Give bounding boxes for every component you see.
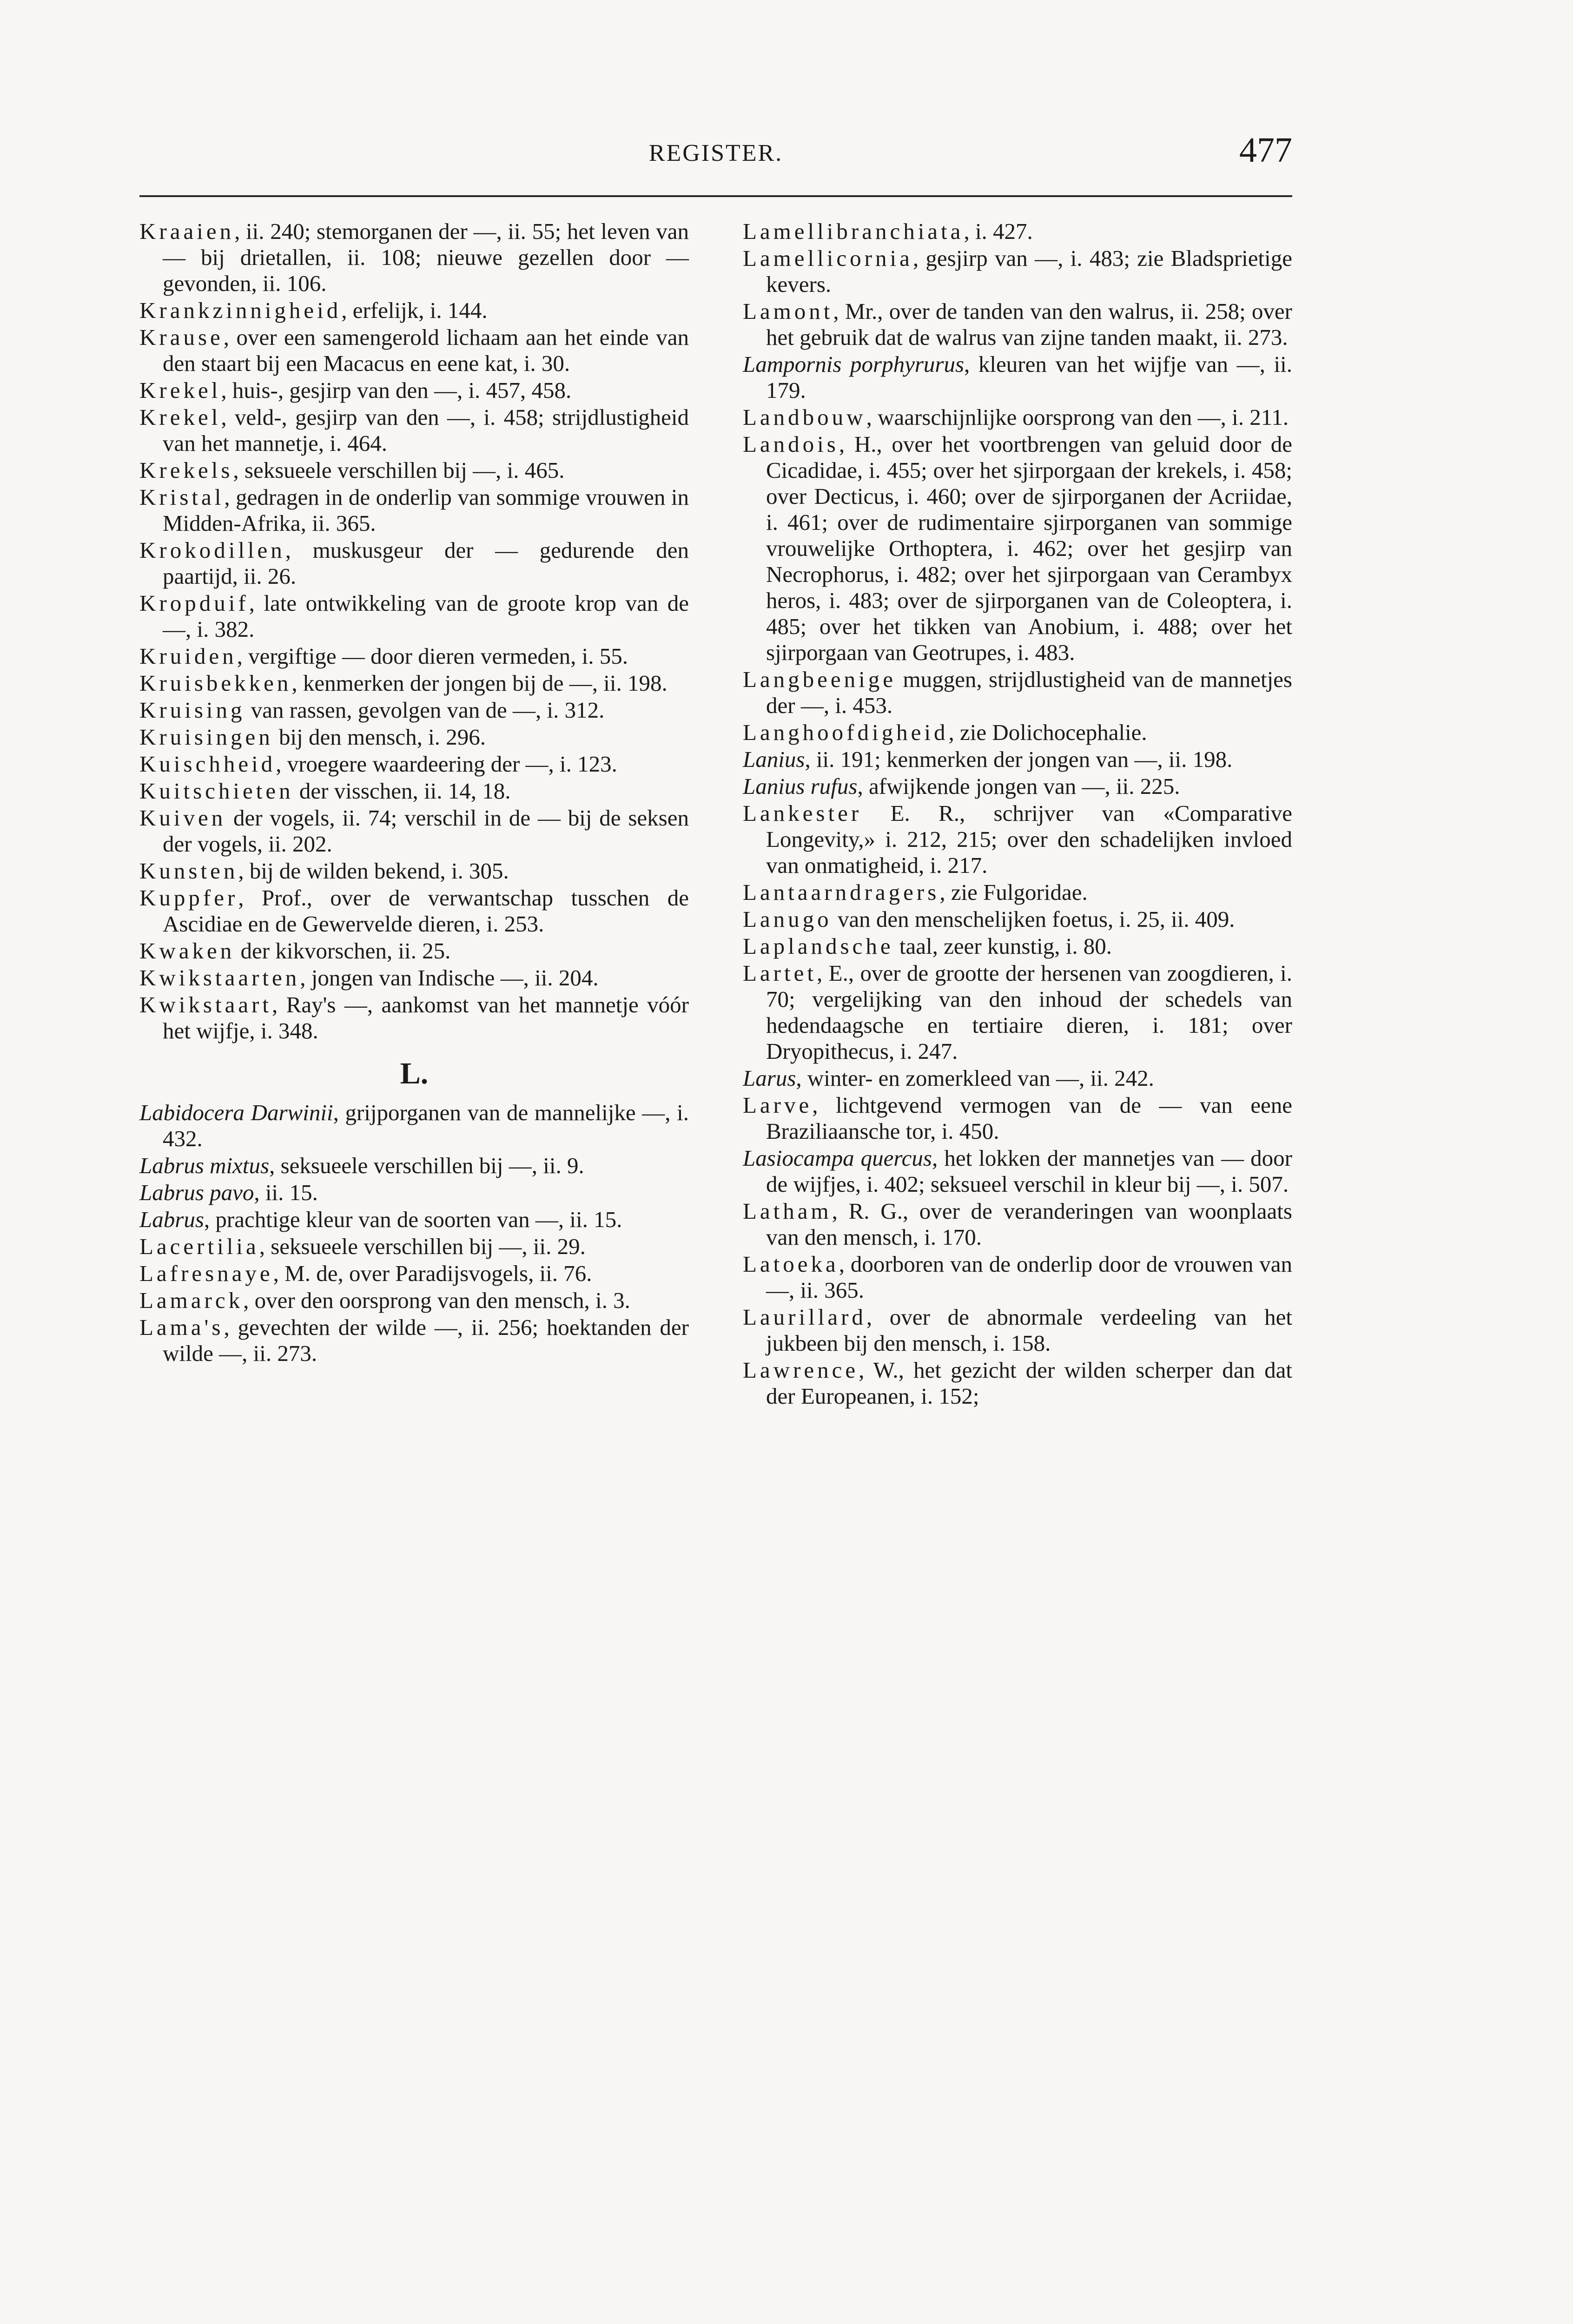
index-entry [139,724,689,750]
entry-headword: Lamarck [139,1287,244,1313]
entry-text: , late ontwikkeling van de groote krop van de —, i. 382. [163,590,689,642]
entry-headword: Kruising [139,697,245,723]
entry-headword: Labidocera Darwinii [139,1100,333,1125]
entry-text: der visschen, ii. 14, 18. [293,778,511,804]
entry-headword: Lantaarndragers [743,879,940,905]
index-entry [139,537,689,589]
index-entry [139,1180,689,1206]
entry-headword: Lankester [743,800,862,826]
right-column [743,218,1292,1410]
index-entry [139,324,689,376]
index-entry [139,992,689,1044]
entry-text: , erfelijk, i. 144. [341,297,488,323]
left-entries-list [139,218,689,1044]
entry-headword: Krekel [139,404,221,430]
entry-text: , vergiftige — door dieren vermeden, i. 55. [237,643,628,669]
entry-text: taal, zeer kunstig, i. 80. [893,933,1112,959]
entry-headword: Labrus [139,1207,204,1232]
index-entry [139,457,689,483]
entry-text: , seksueele verschillen bij —, ii. 29. [259,1234,586,1259]
entry-headword: Kuppfer [139,885,238,911]
entry-headword: Laurillard [743,1304,866,1330]
entry-headword: Langbeenige [743,667,897,692]
entry-headword: Lanius rufus [743,773,858,799]
index-entry [139,858,689,884]
entry-headword: Lasiocampa quercus [743,1145,932,1171]
index-entry [743,298,1292,350]
index-entry [139,1207,689,1233]
entry-headword: Kwaken [139,938,235,964]
entry-text: , zie Fulgoridae. [939,879,1088,905]
entry-text: , muskusgeur der — gedurende den paartijd, ii. 26. [163,537,689,589]
index-entry [743,1251,1292,1303]
index-entry [139,1287,689,1314]
index-entry [743,351,1292,403]
entry-headword: Lawrence [743,1357,859,1383]
entry-text: , gesjirp van —, i. 483; zie Bladsprietige kevers. [766,245,1292,297]
entry-headword: Landbouw [743,404,866,430]
index-entry [743,1092,1292,1144]
index-entry [743,245,1292,297]
entry-text: der vogels, ii. 74; verschil in de — bij de seksen der vogels, ii. 202. [163,805,689,857]
index-entry [743,667,1292,719]
index-entry [743,404,1292,430]
left-column [139,218,689,1367]
index-entry [139,805,689,857]
index-entry [139,218,689,297]
entry-headword: Lamont [743,298,833,324]
entry-headword: Labrus mixtus [139,1153,270,1178]
entry-headword: Krause [139,324,224,350]
index-entry [743,1198,1292,1250]
entry-text: , E., over de grootte der hersenen van zoogdieren, i. 70; vergelijking van den inhoud der schedels van hedendaagsche en tertiaire dieren, i. 181; over Dryopithecus, i. 247. [766,960,1292,1064]
entry-headword: Latham [743,1198,832,1224]
entry-text: , over den oorsprong van den mensch, i. 3. [243,1287,630,1313]
entry-text: , bij de wilden bekend, i. 305. [238,858,509,884]
index-entry [139,590,689,642]
entry-text: , prachtige kleur van de soorten van —, ii. 15. [204,1207,622,1232]
entry-text: , i. 427. [964,218,1033,244]
entry-headword: Langhoofdigheid [743,720,949,745]
entry-text: , ii. 15. [254,1180,318,1205]
index-entry [139,697,689,723]
entry-headword: Kristal [139,484,225,510]
entry-text: , het lokken der mannetjes van — door de wijfjes, i. 402; seksueel verschil in kleur bij —, i. 507. [766,1145,1293,1197]
entry-text: , afwijkende jongen van —, ii. 225. [857,773,1180,799]
entry-headword: Larus [743,1065,796,1091]
entry-text: , seksueele verschillen bij —, ii. 9. [269,1153,584,1178]
page-header [139,130,1292,181]
entry-headword: Lartet [743,960,817,986]
entry-text: , ii. 240; stemorganen der —, ii. 55; het leven van — bij drietallen, ii. 108; nieuwe gezellen door — gevonden, ii. 106. [163,218,689,296]
entry-headword: Lafresnaye [139,1261,273,1286]
left-entries-l-list [139,1100,689,1367]
index-entry [743,218,1292,244]
index-entry [743,1145,1292,1197]
index-entry [139,670,689,696]
entry-text: van rassen, gevolgen van de —, i. 312. [245,697,605,723]
entry-text: , ii. 191; kenmerken der jongen van —, ii. 198. [805,746,1233,772]
index-entry [743,800,1292,878]
entry-headword: Krekels [139,457,233,483]
index-entry [743,906,1292,932]
entry-headword: Kwikstaart [139,992,272,1017]
entry-text: , huis-, gesjirp van den —, i. 457, 458. [221,377,572,403]
entry-headword: Lama's [139,1314,224,1340]
entry-text: , gevechten der wilde —, ii. 256; hoektanden der wilde —, ii. 273. [163,1314,689,1366]
entry-text: , veld-, gesjirp van den —, i. 458; strijdlustigheid van het mannetje, i. 464. [163,404,689,456]
index-entry [139,1153,689,1179]
entry-headword: Kropduif [139,590,249,616]
entry-text: , zie Dolichocephalie. [948,720,1147,745]
index-entry [139,297,689,324]
entry-headword: Kruisingen [139,724,273,750]
running-head: REGISTER. [648,140,783,166]
entry-text: , kleuren van het wijfje van —, ii. 179. [766,351,1292,403]
entry-text: E. R., schrijver van «Comparative Longevity,» i. 212, 215; over den schadelijken invloed van onmatigheid, i. 217. [766,800,1292,878]
entry-text: van den menschelijken foetus, i. 25, ii. 409. [832,906,1235,932]
index-entry [139,938,689,964]
entry-headword: Krankzinnigheid [139,297,342,323]
entry-text: , over de abnormale verdeeling van het jukbeen bij den mensch, i. 158. [766,1304,1292,1356]
entry-headword: Kruiden [139,643,237,669]
index-entry [139,1100,689,1152]
entry-text: , winter- en zomerkleed van —, ii. 242. [796,1065,1154,1091]
entry-headword: Krokodillen [139,537,285,563]
entry-headword: Kuiven [139,805,226,831]
entry-text: , gedragen in de onderlip van sommige vrouwen in Midden-Afrika, ii. 365. [163,484,689,536]
entry-text: , H., over het voortbrengen van geluid door de Cicadidae, i. 455; over het sjirporgaan der krekels, i. 458; over Decticus, i. 460; over de sjirporganen der Acriidae, i. 461; over de rudimentaire sjirporganen van sommige vrouwelijke Orthoptera, i. 462; over het gesjirp van Necrophorus, i. 482; over het sjirporgaan van Cerambyx heros, i. 483; over de sjirporganen van de Coleoptera, i. 485; over het tikken van Anobium, i. 488; over het sjirporgaan van Geotrupes, i. 483. [766,431,1292,665]
entry-text: , waarschijnlijke oorsprong van den —, i. 211. [866,404,1289,430]
entry-headword: Latoeka [743,1251,839,1277]
entry-text: , W., het gezicht der wilden scherper dan dat der Europeanen, i. 152; [766,1357,1292,1409]
entry-text: , Ray's —, aankomst van het mannetje vóór het wijfje, i. 348. [163,992,689,1043]
entry-text: , Mr., over de tanden van den walrus, ii. 258; over het gebruik dat de walrus van zijne tanden maakt, ii. 273. [766,298,1292,350]
index-entry [743,720,1292,746]
entry-headword: Kunsten [139,858,238,884]
entry-text: , jongen van Indische —, ii. 204. [300,965,599,990]
entry-headword: Krekel [139,377,221,403]
entry-headword: Labrus pavo [139,1180,254,1205]
index-entry [743,933,1292,959]
entry-headword: Lanius [743,746,805,772]
index-entry [139,751,689,777]
entry-headword: Lamellicornia [743,245,913,271]
entry-headword: Lamellibranchiata [743,218,964,244]
index-entry [743,746,1292,772]
entry-text: muggen, strijdlustigheid van de mannetjes der —, i. 453. [766,667,1292,718]
section-letter: L. [400,1056,429,1090]
index-entry [139,1261,689,1287]
entry-text: , kenmerken der jongen bij de —, ii. 198. [291,670,668,696]
entry-text: , seksueele verschillen bij —, i. 465. [233,457,565,483]
page-number: 477 [1239,131,1292,170]
entry-text: bij den mensch, i. 296. [273,724,486,750]
entry-text: der kikvorschen, ii. 25. [235,938,451,964]
right-entries-list [743,218,1292,1409]
entry-headword: Laplandsche [743,933,894,959]
entry-text: , Prof., over de verwantschap tusschen de Ascidiae en de Gewervelde dieren, i. 253. [163,885,689,937]
index-entry [139,643,689,669]
entry-text: , R. G., over de veranderingen van woonplaats van den mensch, i. 170. [766,1198,1292,1250]
index-entry [743,1065,1292,1091]
index-entry [139,965,689,991]
entry-headword: Kuitschieten [139,778,294,804]
entry-headword: Kraaien [139,218,235,244]
index-entry [139,885,689,937]
index-entry [139,404,689,456]
entry-text: , over een samengerold lichaam aan het einde van den staart bij een Macacus en eene kat, i. 30. [163,324,689,376]
entry-headword: Kwikstaarten [139,965,300,990]
entry-text: , grijporganen van de mannelijke —, i. 432. [163,1100,689,1151]
index-entry [743,1304,1292,1356]
index-entry [743,960,1292,1064]
index-entry [139,377,689,403]
entry-text: , M. de, over Paradijsvogels, ii. 76. [273,1261,592,1286]
index-entry [139,1234,689,1260]
index-entry [743,879,1292,905]
header-rule [139,195,1292,197]
index-entry [743,1357,1292,1409]
entry-text: , doorboren van de onderlip door de vrouwen van —, ii. 365. [766,1251,1292,1303]
index-entry [743,431,1292,666]
entry-headword: Kuischheid [139,751,276,777]
entry-text: , lichtgevend vermogen van de — van eene Braziliaansche tor, i. 450. [766,1092,1292,1144]
entry-headword: Lanugo [743,906,832,932]
index-entry [139,778,689,804]
entry-headword: Kruisbekken [139,670,292,696]
entry-headword: Larve [743,1092,813,1118]
entry-headword: Lacertilia [139,1234,259,1259]
index-entry [743,773,1292,799]
entry-headword: Landois [743,431,839,457]
entry-headword: Lampornis porphyrurus [743,351,965,377]
entry-text: , vroegere waardeering der —, i. 123. [276,751,617,777]
index-entry [139,484,689,536]
index-entry [139,1314,689,1367]
